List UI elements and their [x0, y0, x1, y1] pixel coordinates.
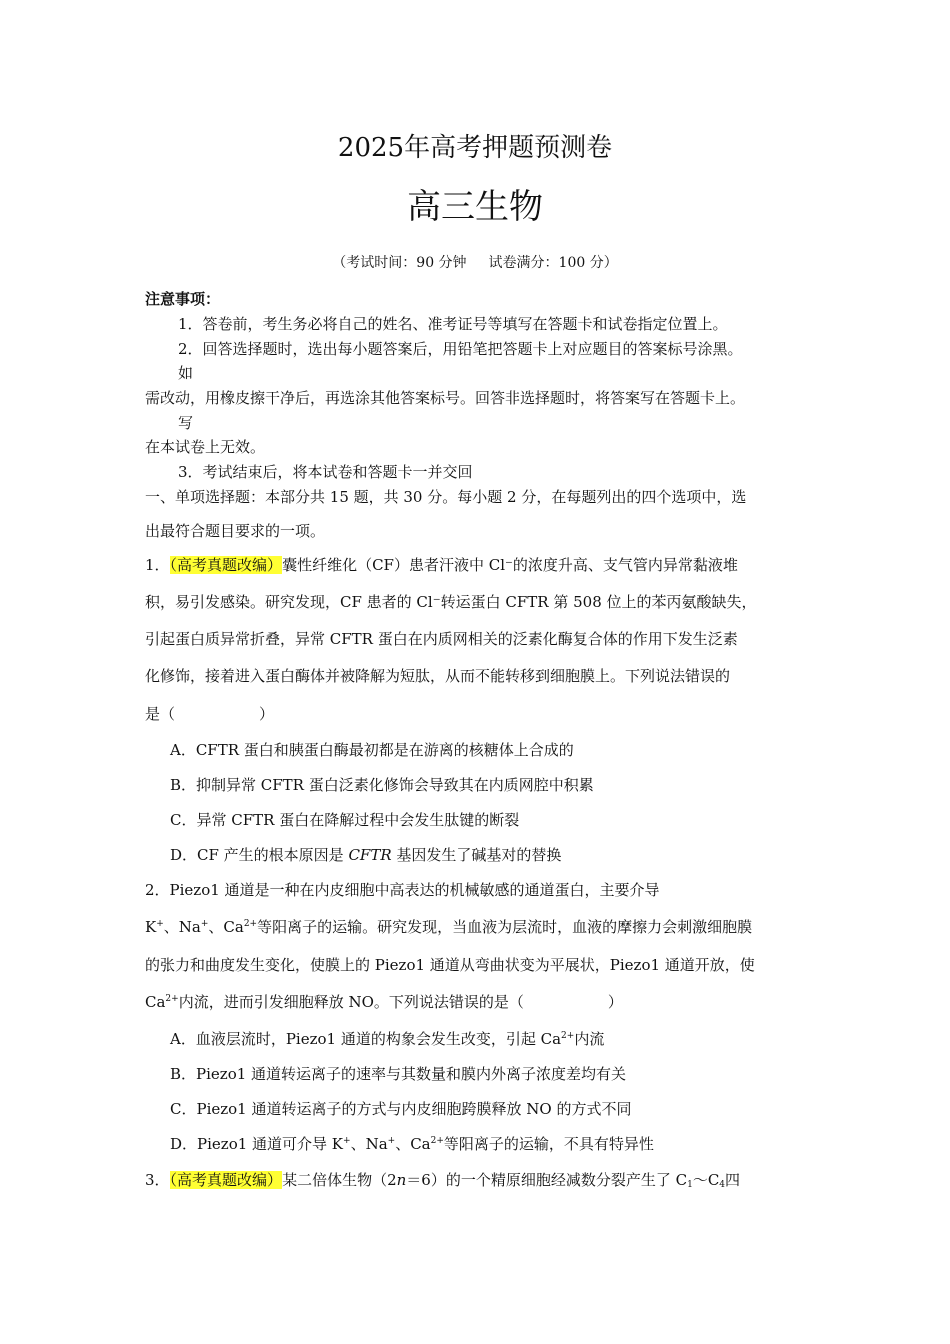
option-text: A．血液层流时，Piezo1 通道的构象会发生改变，引起 Ca [170, 1030, 562, 1048]
question-1-stem [145, 555, 738, 575]
option-text: 内流 [574, 1030, 605, 1048]
stem-text: ～C [692, 1171, 720, 1189]
question-3-stem [145, 1170, 740, 1190]
stem-text: 内流，进而引发细胞释放 NO。下列说法错误的是（ [178, 993, 524, 1011]
notice-item-2-cont: 需改动，用橡皮擦干净后，再选涂其他答案标号。回答非选择题时，将答案写在答题卡上。 [145, 389, 746, 407]
question-1-line: 化修饰，接着进入蛋白酶体并被降解为短肽，从而不能转移到细胞膜上。下列说法错误的 [145, 667, 731, 685]
full-score: 试卷满分：100 分） [488, 255, 618, 271]
question-1-line-end [145, 704, 274, 724]
notice-item-2-wrap2: 写 [178, 414, 194, 432]
notice-item-1: 1．答卷前，考生务必将自己的姓名、准考证号等填写在答题卡和试卷指定位置上。 [178, 315, 728, 333]
option-text: 基因发生了碱基对的替换 [391, 846, 562, 864]
paren-close: ） [607, 993, 623, 1011]
stem-text: ＝6）的一个精原细胞经减数分裂产生了 C [406, 1171, 688, 1189]
question-2-stem: 2．Piezo1 通道是一种在内皮细胞中高表达的机械敏感的通道蛋白，主要介导 [145, 881, 660, 899]
stem-text: 四 [725, 1171, 741, 1189]
ion-na: 、Na [163, 918, 201, 936]
question-1-line: 积，易引发感染。研究发现，CF 患者的 Cl⁻转运蛋白 CFTR 第 508 位上的苯丙氨酸缺失， [145, 593, 757, 611]
ion-ca: 、Ca [208, 918, 244, 936]
notice-heading: 注意事项： [145, 290, 221, 308]
question-number: 1． [145, 556, 170, 574]
section-heading-cont: 出最符合题目要求的一项。 [145, 522, 326, 540]
exam-title: 2025年高考押题预测卷 [337, 133, 613, 163]
variable-n: n [396, 1171, 407, 1189]
charge: + [387, 1136, 396, 1146]
ion-k: K [145, 918, 157, 936]
ion-ca: Ca [145, 993, 166, 1011]
notice-item-2: 2．回答选择题时，选出每小题答案后，用铅笔把答题卡上对应题目的答案标号涂黑。 [178, 340, 743, 358]
option-text: D．Piezo1 通道可介导 K [170, 1135, 344, 1153]
q1-option-c: C．异常 CFTR 蛋白在降解过程中会发生肽键的断裂 [170, 811, 520, 829]
subscript: 1 [687, 1180, 693, 1190]
charge: 2+ [430, 1136, 444, 1146]
stem-text: 囊性纤维化（CF）患者汗液中 Cl⁻的浓度升高、支气管内异常黏液堆 [282, 556, 738, 574]
question-2-line [145, 917, 752, 937]
question-1-line: 引起蛋白质异常折叠，异常 CFTR 蛋白在内质网相关的泛素化酶复合体的作用下发生泛素 [145, 630, 738, 648]
charge: + [156, 919, 164, 929]
charge: 2+ [243, 919, 258, 929]
q2-option-a [170, 1029, 604, 1049]
question-2-line: 的张力和曲度发生变化，使膜上的 Piezo1 通道从弯曲状变为平展状，Piezo1 通道开放，使 [145, 956, 755, 974]
exam-time: （考试时间：90 分钟 [332, 255, 467, 271]
charge: 2+ [561, 1031, 575, 1041]
charge: + [343, 1136, 351, 1146]
stem-text: 某二倍体生物（2 [282, 1171, 397, 1189]
q1-option-b: B．抑制异常 CFTR 蛋白泛素化修饰会导致其在内质网腔中积累 [170, 776, 594, 794]
source-tag: （高考真题改编） [169, 556, 283, 574]
question-2-line-end [145, 992, 623, 1012]
paren-open: 是（ [145, 705, 176, 723]
exam-info [0, 253, 950, 273]
question-number: 3． [145, 1171, 170, 1189]
source-tag: （高考真题改编） [169, 1171, 283, 1189]
q1-option-d [170, 845, 561, 865]
subject-title: 高三生物 [407, 187, 543, 227]
charge: 2+ [165, 994, 179, 1004]
subscript: 4 [719, 1180, 726, 1190]
paren-close: ） [259, 705, 275, 723]
notice-item-2-end: 在本试卷上无效。 [145, 438, 266, 456]
option-text: D．CF 产生的根本原因是 [170, 846, 349, 864]
stem-text: 等阳离子的运输。研究发现，当血液为层流时，血液的摩擦力会刺激细胞膜 [257, 918, 753, 936]
option-text: 、Na [350, 1135, 388, 1153]
notice-item-2-wrap: 如 [178, 364, 194, 382]
notice-item-3: 3．考试结束后，将本试卷和答题卡一并交回 [178, 463, 473, 481]
section-heading: 一、单项选择题：本部分共 15 题，共 30 分。每小题 2 分，在每题列出的四个选项中，选 [145, 488, 747, 506]
gene-name: CFTR [348, 846, 392, 864]
q2-option-b: B．Piezo1 通道转运离子的速率与其数量和膜内外离子浓度差均有关 [170, 1065, 627, 1083]
option-text: 、Ca [395, 1135, 431, 1153]
q1-option-a: A．CFTR 蛋白和胰蛋白酶最初都是在游离的核糖体上合成的 [170, 741, 574, 759]
q2-option-c: C．Piezo1 通道转运离子的方式与内皮细胞跨膜释放 NO 的方式不同 [170, 1100, 632, 1118]
q2-option-d [170, 1134, 654, 1154]
charge: + [200, 919, 209, 929]
option-text: 等阳离子的运输，不具有特异性 [443, 1135, 654, 1153]
